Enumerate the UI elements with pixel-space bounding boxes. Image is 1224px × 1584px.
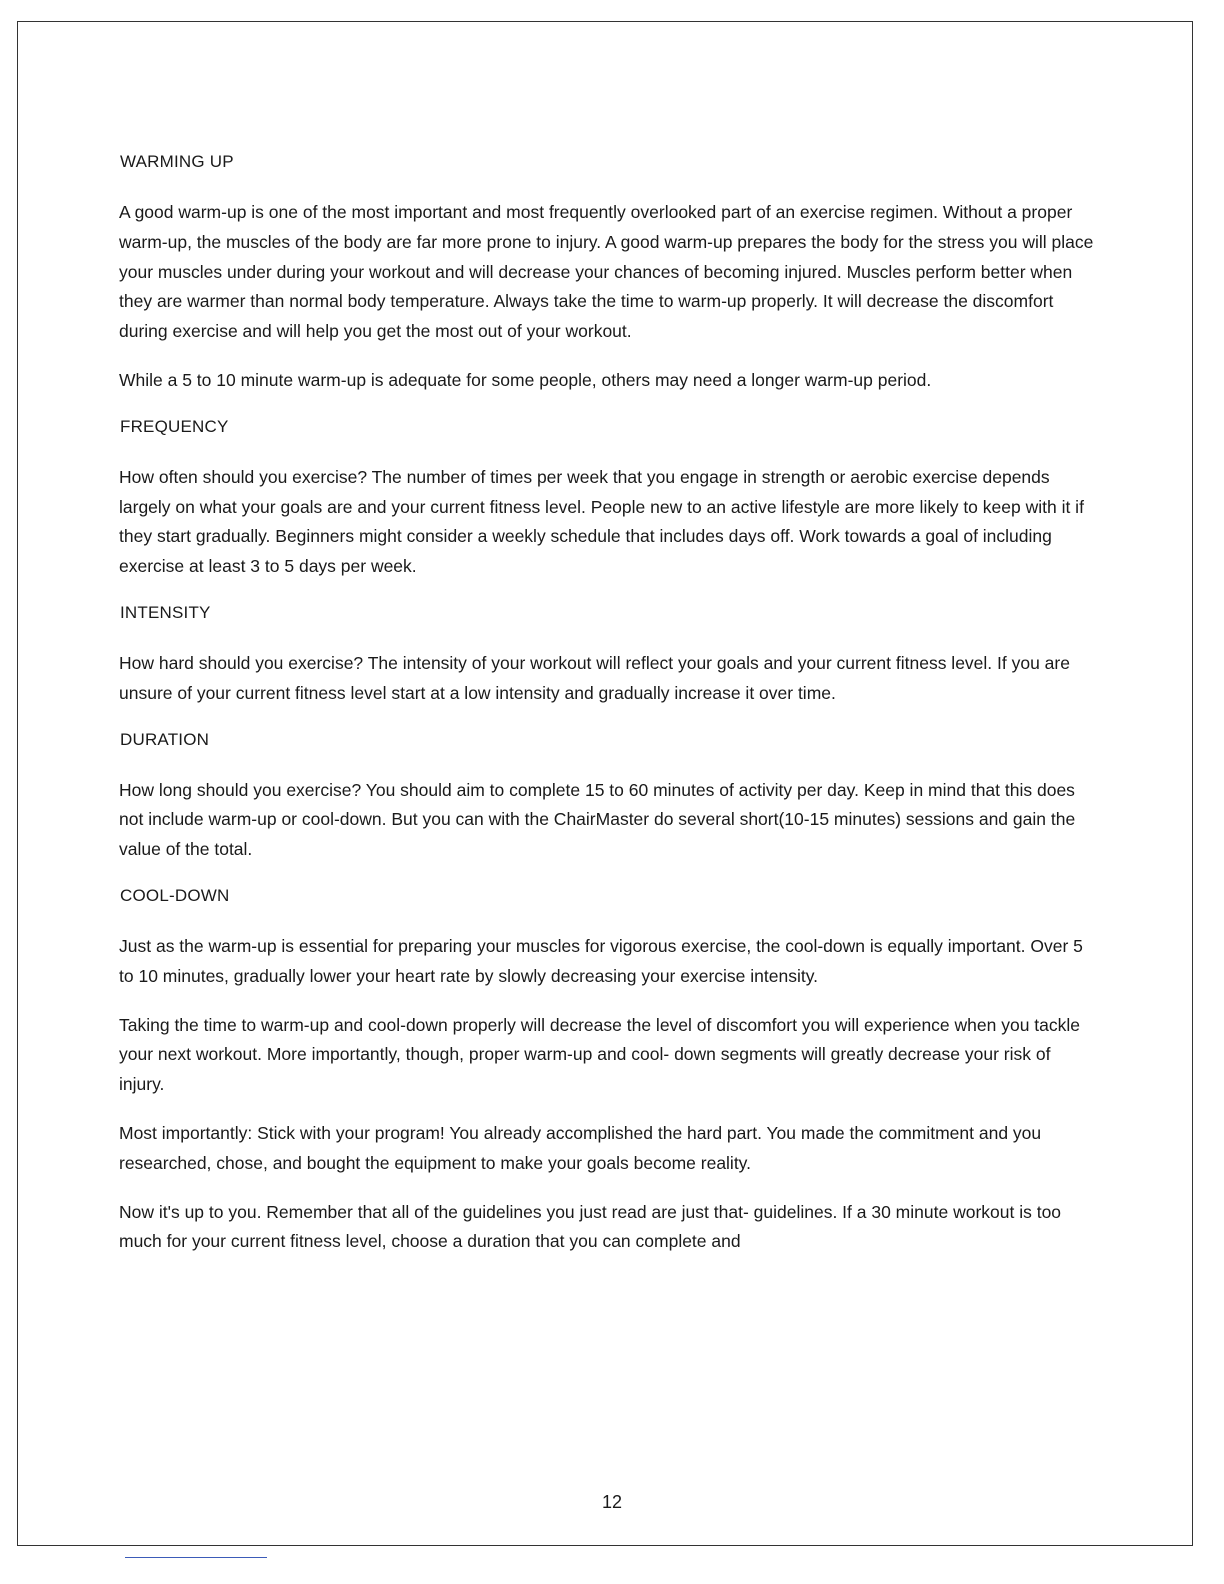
heading-cool-down: COOL-DOWN [120, 885, 230, 905]
heading-intensity: INTENSITY [120, 602, 211, 622]
cool-down-paragraph-1: Just as the warm-up is essential for preparing your muscles for vigorous exercise, the cool-down is equally important. Over 5 to 10 minutes, gradually lower your heart rate by slowly decreasing your exercise intensity. [119, 935, 1083, 986]
duration-paragraph: How long should you exercise? You should aim to complete 15 to 60 minutes of activity per day. Keep in mind that this does not include warm-up or cool-down. But you can with the ChairMaster do several short(10-15 minutes) sessions and gain the value of the total. [119, 779, 1076, 860]
heading-duration: DURATION [120, 729, 210, 749]
warming-up-paragraph-1: A good warm-up is one of the most important and most frequently overlooked part of an exercise regimen. Without a proper warm-up, the muscles of the body are far more prone to injury. A good warm-up prepares the body for the stress you will place your muscles under during your workout and will decrease your chances of becoming injured. Muscles perform better when they are warmer than normal body temperature. Always take the time to warm-up properly. It will decrease the discomfort during exercise and will help you get the most out of your workout. [119, 202, 1094, 342]
intensity-paragraph: How hard should you exercise? The intensity of your workout will reflect your goals and your current fitness level. If you are unsure of your current fitness level start at a low intensity and gradually increase it over time. [119, 652, 1070, 703]
page-number: 12 [601, 1492, 623, 1512]
warming-up-paragraph-2: While a 5 to 10 minute warm-up is adequate for some people, others may need a longer warm-up period. [119, 369, 932, 390]
cool-down-paragraph-4: Now it's up to you. Remember that all of the guidelines you just read are just that- guidelines. If a 30 minute workout is too much for your current fitness level, choose a duration that you can complete and [119, 1201, 1062, 1252]
heading-warming-up: WARMING UP [120, 152, 234, 171]
cool-down-paragraph-3: Most importantly: Stick with your program! You already accomplished the hard part. You made the commitment and you researched, chose, and bought the equipment to make your goals become reality. [119, 1122, 1042, 1173]
document-body [119, 150, 1099, 1276]
frequency-paragraph: How often should you exercise? The number of times per week that you engage in strength or aerobic exercise depends largely on what your goals are and your current fitness level. People new to an active lifestyle are more likely to keep with it if they start gradually. Beginners might consider a weekly schedule that includes days off. Work towards a goal of including exercise at least 3 to 5 days per week. [119, 466, 1084, 577]
footer-rule [125, 1557, 267, 1558]
cool-down-paragraph-2: Taking the time to warm-up and cool-down properly will decrease the level of discomfort you will experience when you tackle your next workout. More importantly, though, proper warm-up and cool- down segments will greatly decrease your risk of injury. [119, 1014, 1081, 1095]
heading-frequency: FREQUENCY [120, 416, 229, 436]
